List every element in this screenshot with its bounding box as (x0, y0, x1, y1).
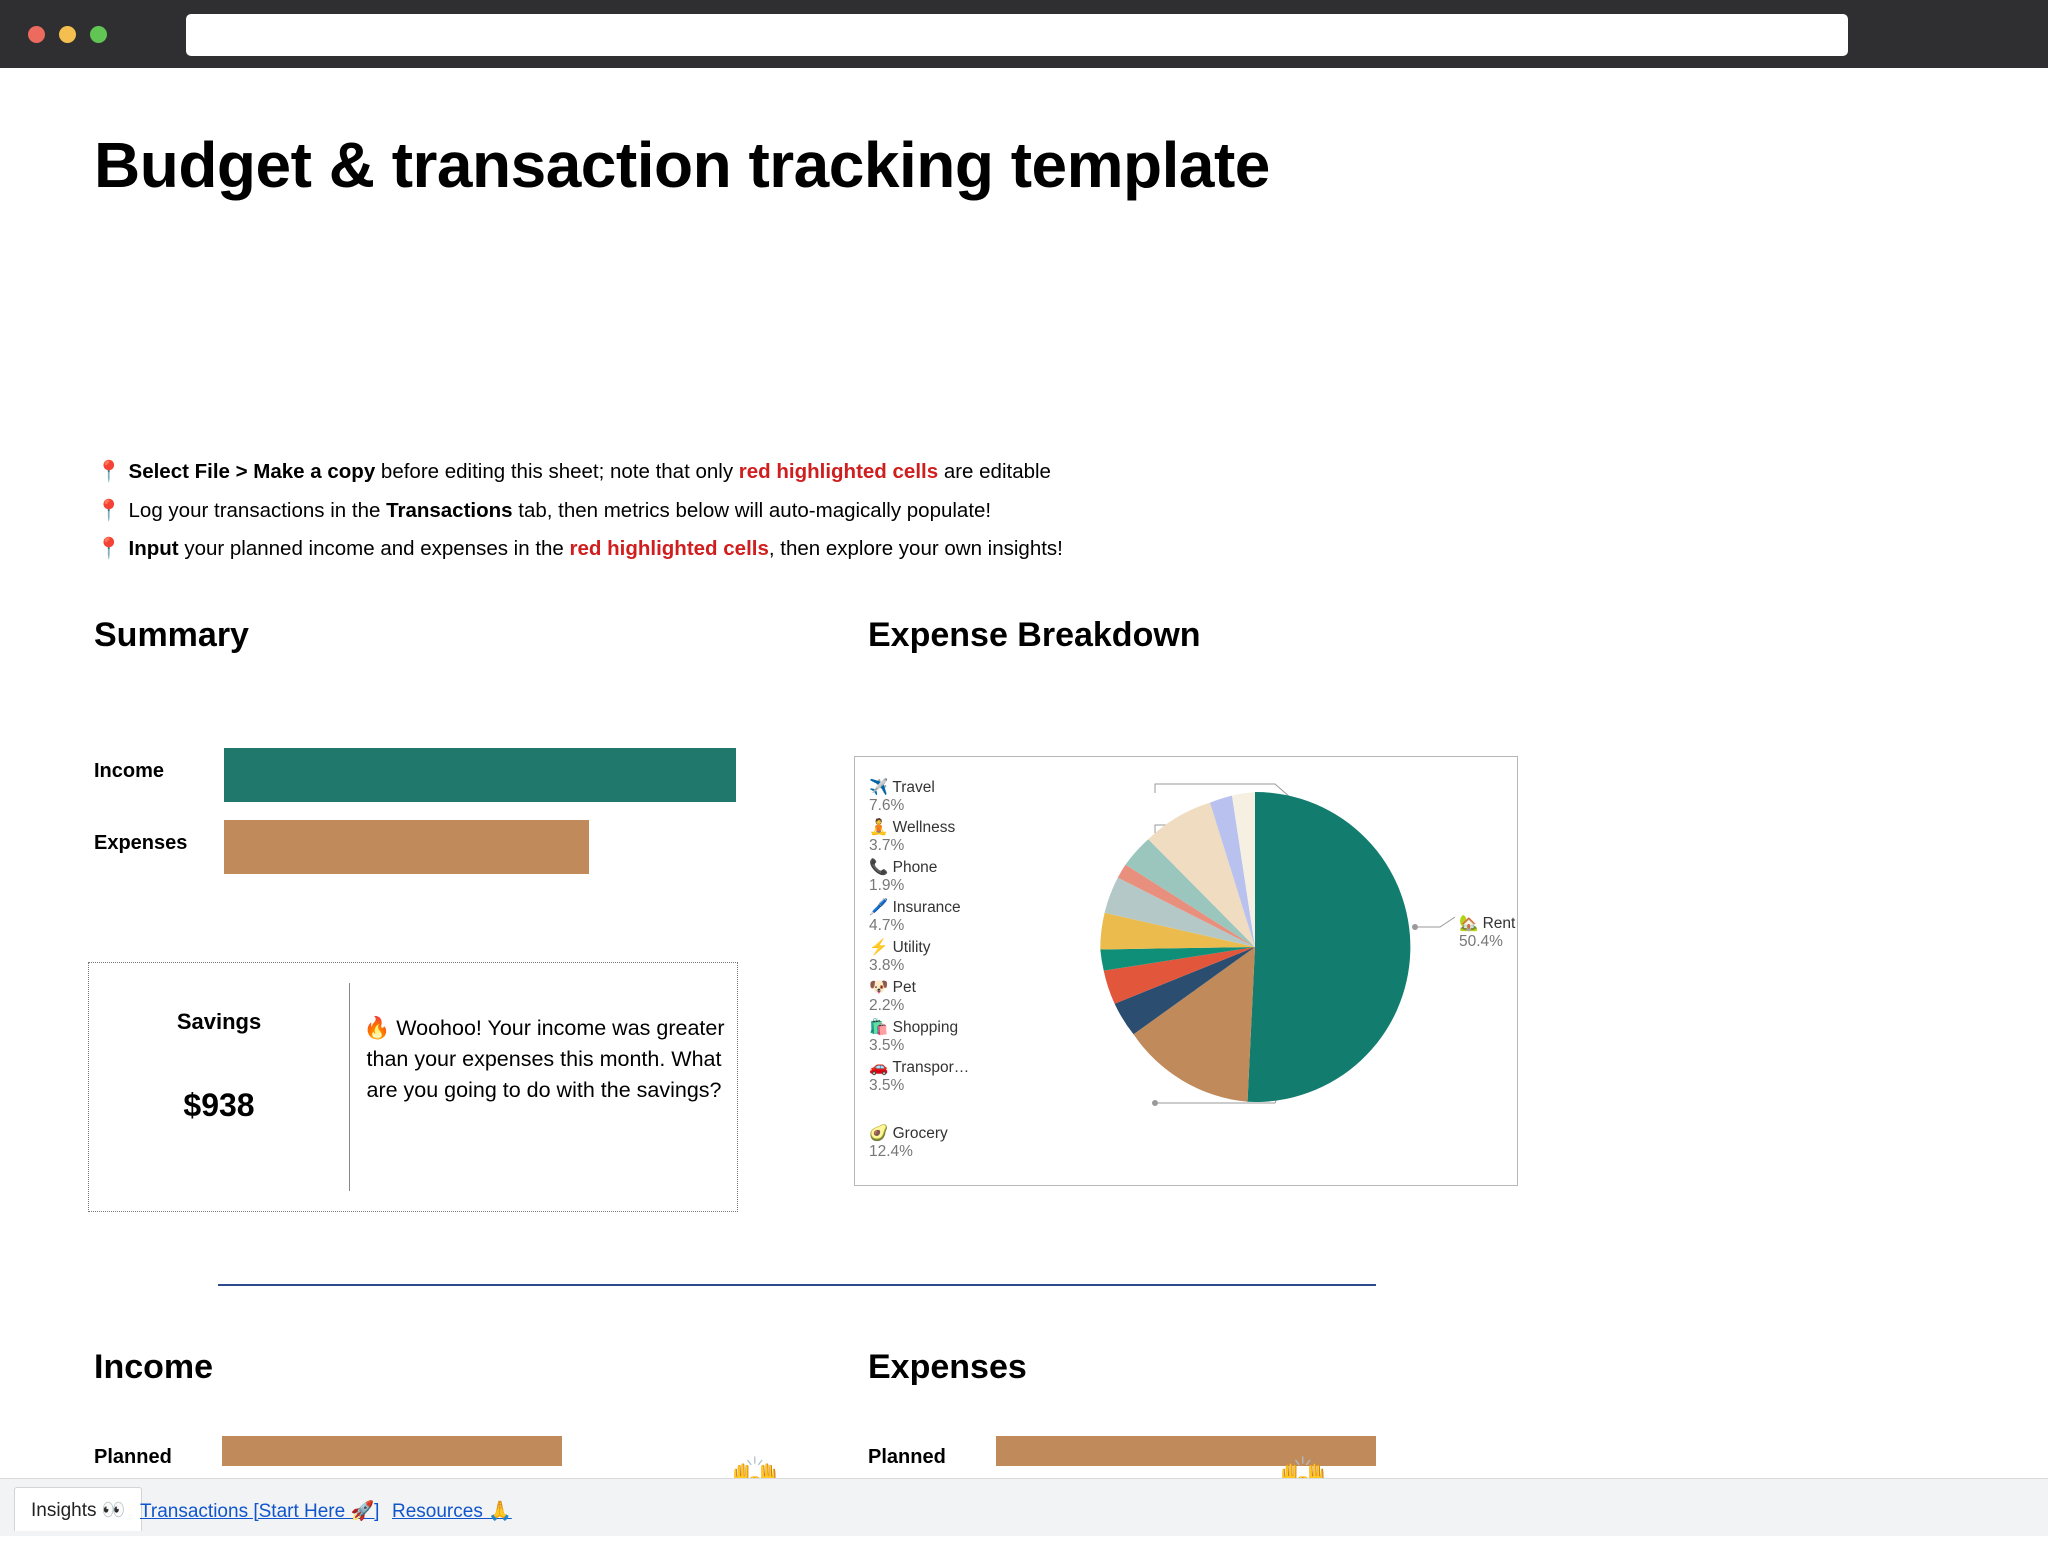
section-heading-expenses: Expenses (868, 1348, 1027, 1386)
window-controls (28, 26, 107, 43)
pie-label-wellness: 🧘 Wellness 3.7% (869, 819, 956, 855)
sheet-tab-bar (0, 1478, 2048, 1536)
summary-bar-income (224, 748, 736, 802)
cell-divider (349, 983, 350, 1191)
pie-label-grocery: 🥑 Grocery 12.4% (869, 1125, 948, 1161)
summary-bar-chart (94, 748, 754, 888)
pin-icon: 📍 (96, 537, 122, 560)
summary-bar-row-income (94, 748, 754, 802)
income-bar-label: Planned (94, 1446, 172, 1468)
summary-bar-row-expenses (94, 820, 754, 874)
income-bar-planned (222, 1436, 562, 1466)
spreadsheet-canvas (0, 68, 2048, 1502)
page-title: Budget & transaction tracking template (94, 130, 1270, 201)
pie-callout-dot (1412, 924, 1418, 930)
section-heading-expense-breakdown: Expense Breakdown (868, 616, 1201, 654)
pin-icon: 📍 (96, 460, 122, 483)
minimize-window-button[interactable] (59, 26, 76, 43)
close-window-button[interactable] (28, 26, 45, 43)
pie-plot-area (855, 757, 1519, 1187)
pie-label-pet: 🐶 Pet 2.2% (869, 979, 916, 1015)
pie-label-travel: ✈️ Travel 7.6% (869, 779, 935, 815)
pie-label-insurance: 🖊️ Insurance 4.7% (869, 899, 961, 935)
expenses-bar-label: Planned (868, 1446, 946, 1468)
pie-slice-rent (1248, 792, 1411, 1102)
income-bar-row-planned (94, 1436, 794, 1478)
sheet-tab-insights[interactable]: Insights 👀 (14, 1487, 142, 1531)
pie-label-shopping: 🛍️ Shopping 3.5% (869, 1019, 959, 1055)
sheet-tab-transactions[interactable]: Transactions [Start Here 🚀] (140, 1501, 380, 1522)
sheet-tab-resources[interactable]: Resources 🙏 (392, 1501, 512, 1522)
summary-bar-expenses (224, 820, 589, 874)
pie-slices (1100, 792, 1410, 1102)
section-divider (218, 1284, 1376, 1286)
pie-label-rent: 🏡 Rent 50.4% (1459, 915, 1516, 951)
pin-icon: 📍 (96, 498, 122, 522)
browser-chrome (0, 0, 2048, 68)
savings-amount: $938 (183, 1087, 255, 1123)
pie-label-phone: 📞 Phone 1.9% (869, 859, 938, 895)
savings-callout (88, 962, 738, 1212)
instruction-row: 📍 Select File > Make a copy before editing this sheet; note that only red highlighted cells are editable (96, 460, 1051, 483)
pie-label-transportation: 🚗 Transpor… 3.5% (869, 1059, 970, 1095)
savings-value-cell (89, 963, 349, 1211)
savings-label: Savings (176, 1009, 262, 1034)
summary-bar-label: Income (94, 760, 165, 782)
expense-breakdown-chart (854, 756, 1518, 1186)
savings-message: 🔥 Woohoo! Your income was greater than your expenses this month. What are you going to do with the savings? (363, 1016, 725, 1103)
maximize-window-button[interactable] (90, 26, 107, 43)
instructions-block (96, 462, 1396, 578)
section-heading-summary: Summary (94, 616, 249, 654)
instruction-row: 📍 Input your planned income and expenses in the red highlighted cells, then explore your own insights! (96, 537, 1063, 560)
instruction-row: 📍 Log your transactions in the Transactions tab, then metrics below will auto-magically populate! (96, 498, 992, 522)
pie-label-utility: ⚡ Utility 3.8% (869, 939, 931, 975)
pie-callout-dot (1152, 1100, 1158, 1106)
section-heading-income: Income (94, 1348, 214, 1386)
expenses-bar-row-planned (868, 1436, 1568, 1478)
url-input[interactable] (186, 14, 1848, 56)
summary-bar-label: Expenses (94, 832, 188, 854)
